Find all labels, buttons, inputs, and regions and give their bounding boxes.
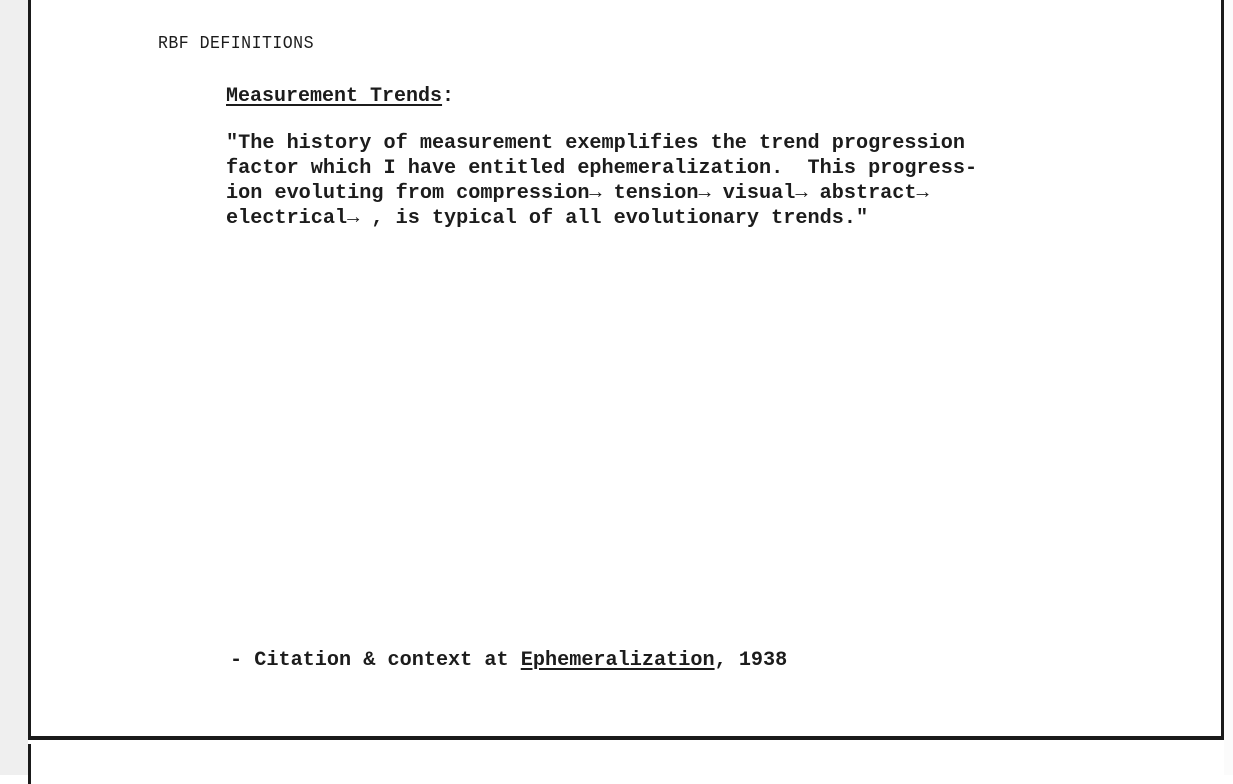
definition-quote [226,131,977,231]
term-title [226,85,454,108]
citation-line [230,649,787,672]
quote-line: ion evoluting from compression→ tension→ visual→ abstract→ [226,182,929,205]
page-right-margin [1224,0,1233,775]
quote-line: factor which I have entitled ephemeralization. This progress- [226,157,978,180]
definition-card [28,0,1224,740]
next-card-edge [28,744,1233,784]
citation-year: , 1938 [714,649,788,672]
term-title-text: Measurement Trends [226,85,443,108]
citation-link[interactable]: Ephemeralization [520,649,715,672]
page-heading: RBF DEFINITIONS [158,34,314,54]
quote-line: electrical→ , is typical of all evolutionary trends." [226,207,869,230]
quote-line: "The history of measurement exemplifies the trend progression [226,132,965,155]
page-left-margin [0,0,28,775]
term-title-colon: : [442,85,455,108]
citation-prefix: - Citation & context at [230,649,521,672]
